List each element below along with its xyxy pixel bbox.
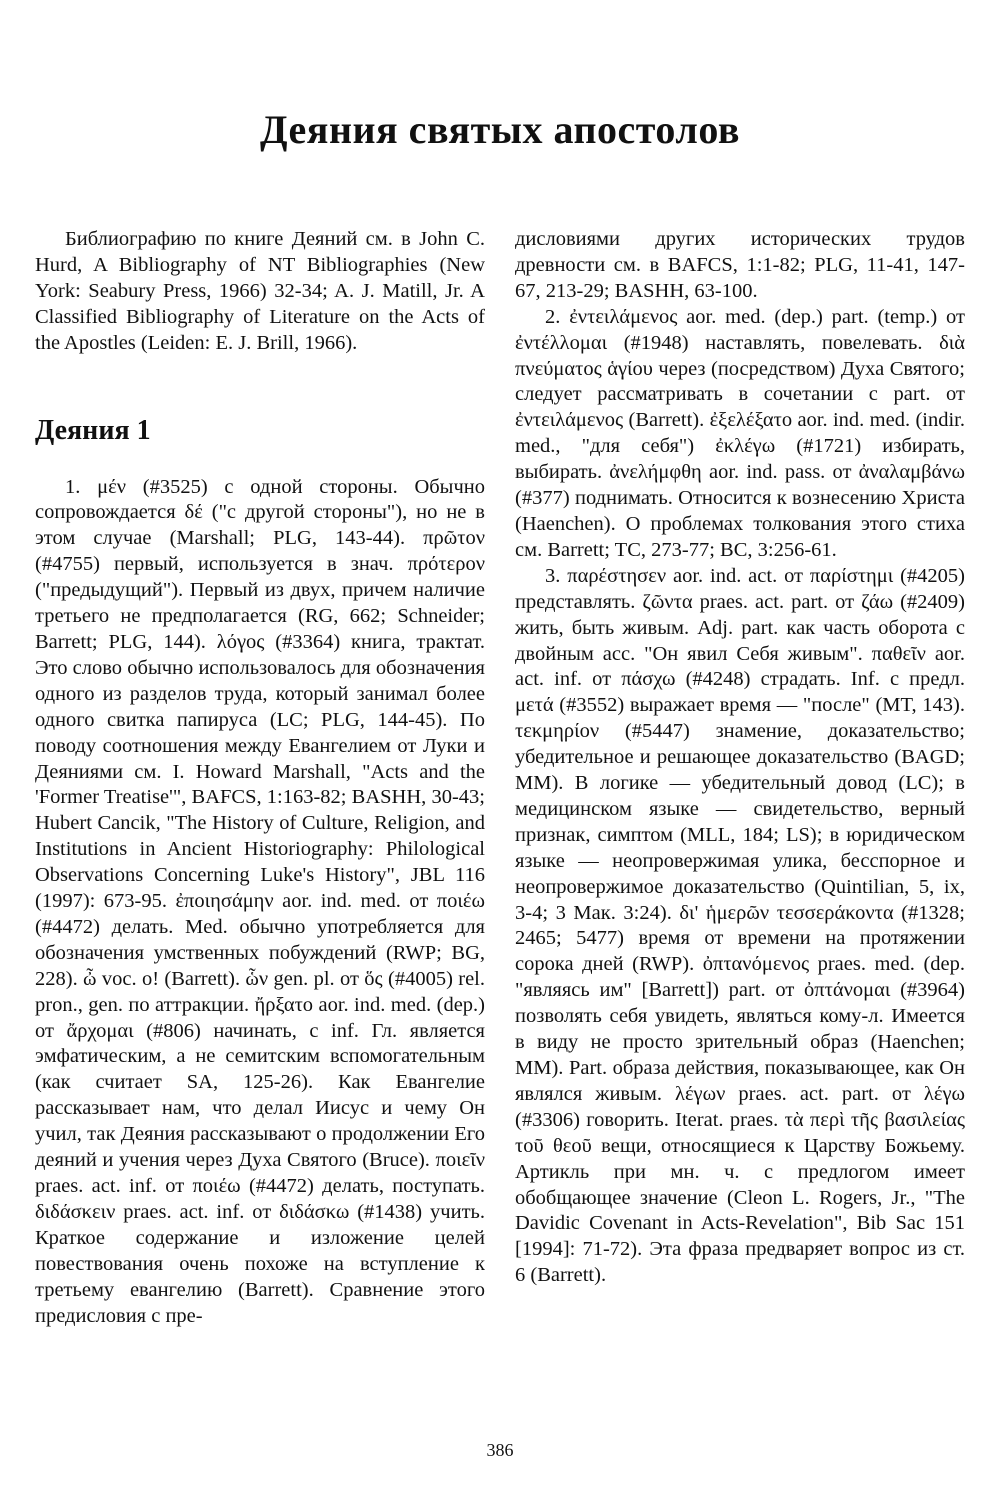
- verse-3-entry: 3. παρέστησεν aor. ind. act. от παρίστημι (#4205) представлять. ζῶντα praes. act. part. от ζάω (#2409) жить, быть живым. Adj. part. как часть оборота с двойным acc. "Он явил Себя живым". παθεῖν aor. act. inf. от πάσχω (#4248) страдать. Inf. с предл. μετά (#3552) выражает время — "после" (MT, 143). τεκμηρίον (#5447) знамение, доказательство; убедительное и решающее доказательство (BAGD; MM). В логике — убедительный довод (LC); в медицинском языке — свидетельство, верный признак, симптом (MLL, 184; LS); в юридическом языке — неопровержимая улика, бесспорное и неопровержимое доказательство (Quintilian, 5, ix, 3-4; 3 Мак. 3:24). δι' ἡμερῶν τεσσεράκοντα (#1328; 2465; 5477) время от времени на протяжении сорока дней (RWP). ὀπτανόμενος praes. med. (dep. "являясь им" [Barrett]) part. от ὀπτάνομαι (#3964) позволять себя увидеть, являться кому-л. Имеется в виду не просто зрительный образ (Haenchen; MM). Part. образа действия, показывающее, как Он являлся живым. λέγων praes. act. part. от λέγω (#3306) говорить. Iterat. praes. τὰ περὶ τῆς βασιλείας τοῦ θεοῦ вещи, относящиеся к Царству Божьему. Артикль при мн. ч. с предлогом имеет обобщающее значение (Cleon L. Rogers, Jr., "The Davidic Covenant in Acts-Revelation", Bib Sac 151 [1994]: 71-72). Эта фраза предваряет вопрос из ст. 6 (Barrett).: [515, 564, 965, 1287]
- page-number: 386: [486, 1440, 514, 1460]
- left-column: [35, 227, 485, 1329]
- continued-paragraph: дисловиями других исторических трудов древности см. в BAFCS, 1:1-82; PLG, 11-41, 147-67, 213-29; BASHH, 63-100.: [515, 228, 965, 302]
- verse-2-entry: 2. ἐντειλάμενος aor. med. (dep.) part. (temp.) от ἐντέλλομαι (#1948) наставлять, повелевать. διὰ πνεύματος ἁγίου через (посредством) Духа Святого; следует рассматривать в сочетании с part. от ἐντειλάμενος (Barrett). ἐξελέξατο aor. ind. med. (indir. med., "для себя") ἐκλέγω (#1721) избирать, выбирать. ἀνελήμφθη aor. ind. pass. от ἀναλαμβάνω (#377) поднимать. Относится к вознесению Христа (Haenchen). О проблемах толкования этого стиха см. Barrett; TC, 273-77; BC, 3:256-61.: [515, 305, 965, 561]
- intro-paragraph: Библиографию по книге Деяний см. в John C. Hurd, A Bibliography of NT Bibliographies (New York: Seabury Press, 1966) 32-34; A. J. Matill, Jr. A Classified Bibliography of Literature on the Acts of the Apostles (Leiden: E. J. Brill, 1966).: [35, 228, 485, 354]
- section-heading: Деяния 1: [35, 414, 151, 446]
- page-title: Деяния святых апостолов: [260, 107, 740, 152]
- verse-1-entry: 1. μέν (#3525) с одной стороны. Обычно сопровождается δέ ("с другой стороны"), но не в этом случае (Marshall; PLG, 143-44). πρῶτον (#4755) первый, используется в знач. πρότερον ("предыдущий"). Первый из двух, причем наличие третьего не предполагается (RG, 662; Schneider; Barrett; PLG, 144). λόγος (#3364) книга, трактат. Это слово обычно использовалось для обозначения одного из разделов труда, который занимал более одного свитка папируса (LC; PLG, 144-45). По поводу соотношения между Евангелием от Луки и Деяниями см. I. Howard Marshall, "Acts and the 'Former Treatise'", BAFCS, 1:163-82; BASHH, 30-43; Hubert Cancik, "The History of Culture, Religion, and Institutions in Ancient Historiography: Philological Observations Concerning Luke's History", JBL 116 (1997): 673-95. ἐποιησάμην aor. ind. med. от ποιέω (#4472) делать. Med. обычно употребляется для обозначения умственных побуждений (RWP; BG, 228). ὦ voc. о! (Barrett). ὧν gen. pl. от ὅς (#4005) rel. pron., gen. по аттракции. ἤρξατο aor. ind. med. (dep.) от ἄρχομαι (#806) начинать, с inf. Гл. является эмфатическим, а не семитским вспомогательным (как считает SA, 125-26). Как Евангелие рассказывает нам, что делал Иисус и чему Он учил, так Деяния рассказывают о продолжении Его деяний и учения через Духа Святого (Bruce). ποιεῖν praes. act. inf. от ποιέω (#4472) делать, поступать. διδάσκειν praes. act. inf. от διδάσκω (#1438) учить. Краткое содержание и изложение целей повествования очень похоже на вступление к третьему евангелию (Barrett). Сравнение этого предисловия с пре-: [35, 475, 485, 1327]
- right-column: [515, 227, 965, 1289]
